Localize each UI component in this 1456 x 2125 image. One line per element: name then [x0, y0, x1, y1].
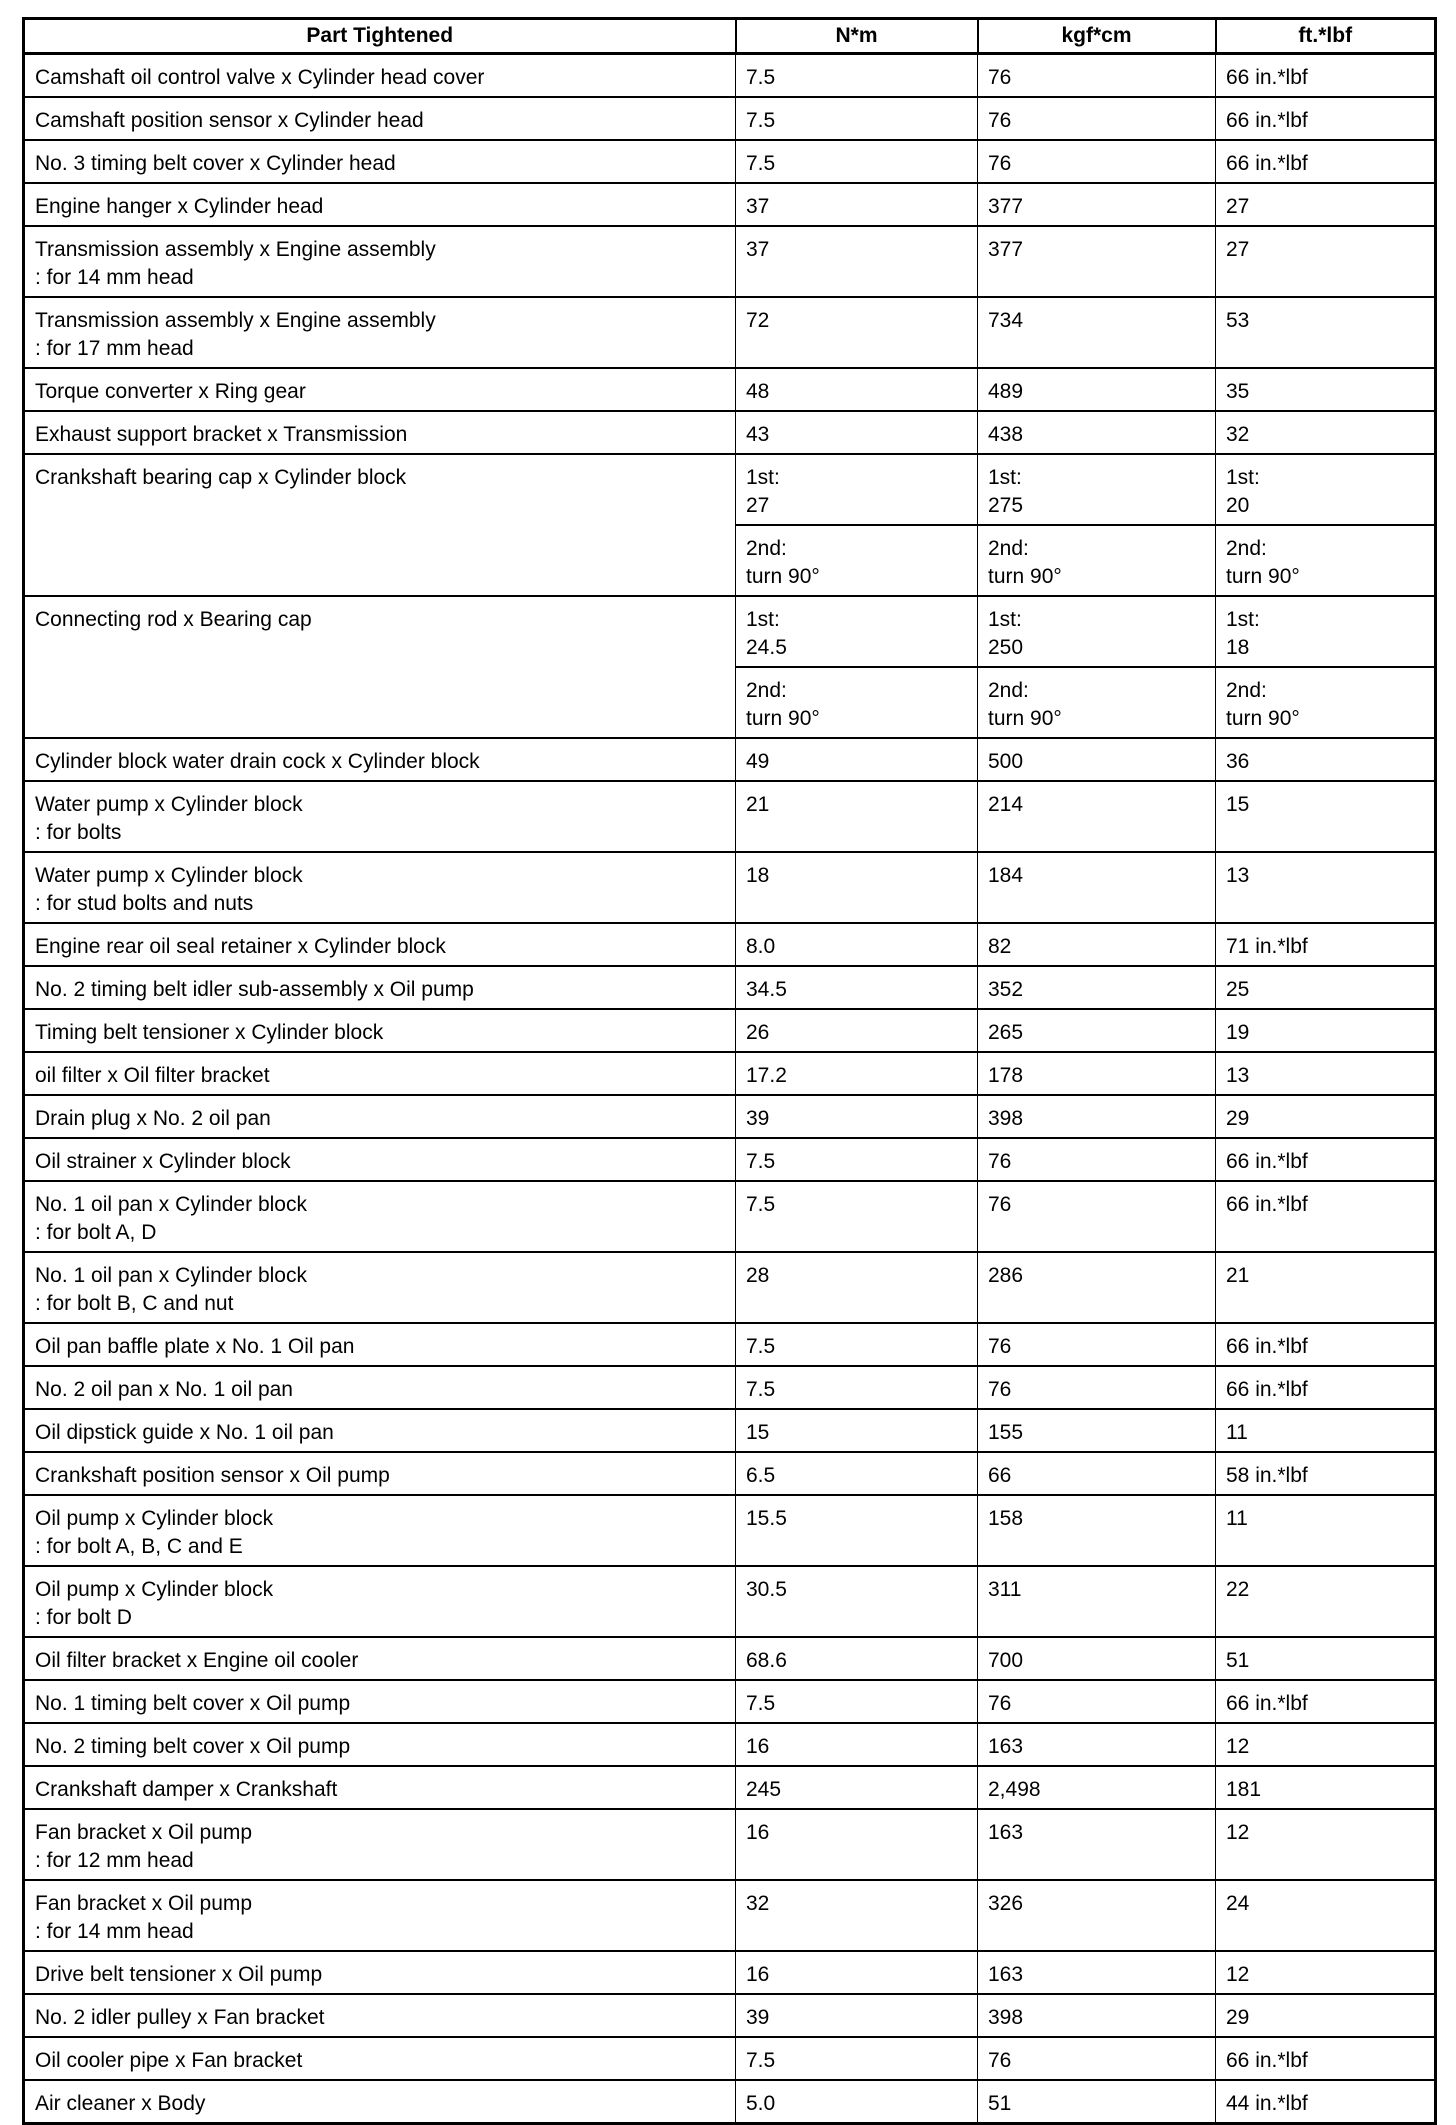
value-kgf-cm: 163	[978, 1951, 1216, 1994]
value-kgf-cm: 377	[978, 183, 1216, 226]
part-tightened-cell: Camshaft oil control valve x Cylinder head cover	[24, 54, 736, 98]
part-tightened-cell: Crankshaft position sensor x Oil pump	[24, 1452, 736, 1495]
table-row	[24, 596, 1436, 667]
value-newton-meter: 5.0	[736, 2080, 978, 2124]
value-newton-meter: 6.5	[736, 1452, 978, 1495]
value-kgf-cm: 500	[978, 738, 1216, 781]
value-newton-meter: 1st: 24.5	[736, 596, 978, 667]
value-ft-lbf: 19	[1216, 1009, 1436, 1052]
value-kgf-cm: 76	[978, 1181, 1216, 1252]
value-ft-lbf: 29	[1216, 1994, 1436, 2037]
value-newton-meter: 30.5	[736, 1566, 978, 1637]
value-ft-lbf: 11	[1216, 1409, 1436, 1452]
table-row	[24, 1766, 1436, 1809]
part-tightened-cell: Cylinder block water drain cock x Cylinder block	[24, 738, 736, 781]
value-newton-meter: 68.6	[736, 1637, 978, 1680]
value-kgf-cm: 311	[978, 1566, 1216, 1637]
table-row	[24, 54, 1436, 98]
value-newton-meter: 28	[736, 1252, 978, 1323]
value-kgf-cm: 2nd: turn 90°	[978, 525, 1216, 596]
part-tightened-cell: Oil pump x Cylinder block : for bolt D	[24, 1566, 736, 1637]
value-kgf-cm: 398	[978, 1095, 1216, 1138]
value-ft-lbf: 66 in.*lbf	[1216, 2037, 1436, 2080]
value-newton-meter: 1st: 27	[736, 454, 978, 525]
table-row	[24, 97, 1436, 140]
value-newton-meter: 8.0	[736, 923, 978, 966]
table-row	[24, 1566, 1436, 1637]
value-newton-meter: 7.5	[736, 1323, 978, 1366]
value-newton-meter: 7.5	[736, 1181, 978, 1252]
part-tightened-cell: Transmission assembly x Engine assembly : for 14 mm head	[24, 226, 736, 297]
value-ft-lbf: 44 in.*lbf	[1216, 2080, 1436, 2124]
value-kgf-cm: 398	[978, 1994, 1216, 2037]
value-ft-lbf: 66 in.*lbf	[1216, 1181, 1436, 1252]
table-row	[24, 852, 1436, 923]
value-ft-lbf: 66 in.*lbf	[1216, 140, 1436, 183]
value-kgf-cm: 326	[978, 1880, 1216, 1951]
value-newton-meter: 16	[736, 1951, 978, 1994]
part-tightened-cell: No. 1 oil pan x Cylinder block : for bolt B, C and nut	[24, 1252, 736, 1323]
table-row	[24, 1880, 1436, 1951]
value-kgf-cm: 76	[978, 97, 1216, 140]
table-row	[24, 1409, 1436, 1452]
value-kgf-cm: 489	[978, 368, 1216, 411]
table-row	[24, 781, 1436, 852]
value-newton-meter: 37	[736, 183, 978, 226]
table-row	[24, 1680, 1436, 1723]
table-row	[24, 966, 1436, 1009]
value-kgf-cm: 158	[978, 1495, 1216, 1566]
value-newton-meter: 72	[736, 297, 978, 368]
value-newton-meter: 16	[736, 1809, 978, 1880]
part-tightened-cell: No. 1 oil pan x Cylinder block : for bolt A, D	[24, 1181, 736, 1252]
value-kgf-cm: 734	[978, 297, 1216, 368]
value-newton-meter: 2nd: turn 90°	[736, 525, 978, 596]
part-tightened-cell: No. 1 timing belt cover x Oil pump	[24, 1680, 736, 1723]
value-newton-meter: 16	[736, 1723, 978, 1766]
value-newton-meter: 245	[736, 1766, 978, 1809]
part-tightened-cell: Oil pump x Cylinder block : for bolt A, B, C and E	[24, 1495, 736, 1566]
value-ft-lbf: 27	[1216, 183, 1436, 226]
value-ft-lbf: 66 in.*lbf	[1216, 1680, 1436, 1723]
value-ft-lbf: 12	[1216, 1951, 1436, 1994]
value-kgf-cm: 163	[978, 1723, 1216, 1766]
value-kgf-cm: 700	[978, 1637, 1216, 1680]
part-tightened-cell: Drain plug x No. 2 oil pan	[24, 1095, 736, 1138]
value-ft-lbf: 13	[1216, 1052, 1436, 1095]
value-ft-lbf: 58 in.*lbf	[1216, 1452, 1436, 1495]
value-newton-meter: 21	[736, 781, 978, 852]
table-row	[24, 1323, 1436, 1366]
table-row	[24, 1637, 1436, 1680]
table-row	[24, 1452, 1436, 1495]
value-kgf-cm: 178	[978, 1052, 1216, 1095]
value-kgf-cm: 438	[978, 411, 1216, 454]
value-newton-meter: 7.5	[736, 2037, 978, 2080]
value-kgf-cm: 184	[978, 852, 1216, 923]
torque-specification-table	[22, 17, 1437, 2125]
part-tightened-cell: Oil cooler pipe x Fan bracket	[24, 2037, 736, 2080]
table-row	[24, 1252, 1436, 1323]
table-row	[24, 1138, 1436, 1181]
table-row	[24, 1009, 1436, 1052]
part-tightened-cell: Exhaust support bracket x Transmission	[24, 411, 736, 454]
value-ft-lbf: 66 in.*lbf	[1216, 54, 1436, 98]
value-kgf-cm: 352	[978, 966, 1216, 1009]
value-ft-lbf: 66 in.*lbf	[1216, 97, 1436, 140]
value-ft-lbf: 21	[1216, 1252, 1436, 1323]
value-newton-meter: 18	[736, 852, 978, 923]
value-newton-meter: 26	[736, 1009, 978, 1052]
value-ft-lbf: 71 in.*lbf	[1216, 923, 1436, 966]
value-kgf-cm: 76	[978, 1138, 1216, 1181]
value-kgf-cm: 76	[978, 2037, 1216, 2080]
value-kgf-cm: 377	[978, 226, 1216, 297]
part-tightened-cell: Oil pan baffle plate x No. 1 Oil pan	[24, 1323, 736, 1366]
part-tightened-cell: Crankshaft bearing cap x Cylinder block	[24, 454, 736, 596]
value-newton-meter: 7.5	[736, 97, 978, 140]
header-row	[24, 19, 1436, 54]
value-newton-meter: 7.5	[736, 54, 978, 98]
value-ft-lbf: 66 in.*lbf	[1216, 1366, 1436, 1409]
part-tightened-cell: Engine hanger x Cylinder head	[24, 183, 736, 226]
value-ft-lbf: 1st: 20	[1216, 454, 1436, 525]
part-tightened-cell: Oil filter bracket x Engine oil cooler	[24, 1637, 736, 1680]
value-ft-lbf: 2nd: turn 90°	[1216, 525, 1436, 596]
part-tightened-cell: Water pump x Cylinder block : for bolts	[24, 781, 736, 852]
header-kgf-cm: kgf*cm	[978, 19, 1216, 54]
part-tightened-cell: Torque converter x Ring gear	[24, 368, 736, 411]
value-kgf-cm: 51	[978, 2080, 1216, 2124]
value-kgf-cm: 1st: 275	[978, 454, 1216, 525]
value-ft-lbf: 12	[1216, 1809, 1436, 1880]
table-body	[24, 54, 1436, 2124]
table-row	[24, 738, 1436, 781]
value-ft-lbf: 181	[1216, 1766, 1436, 1809]
value-ft-lbf: 15	[1216, 781, 1436, 852]
table-row	[24, 2080, 1436, 2124]
part-tightened-cell: Oil dipstick guide x No. 1 oil pan	[24, 1409, 736, 1452]
table-row	[24, 1994, 1436, 2037]
table-row	[24, 1809, 1436, 1880]
part-tightened-cell: Transmission assembly x Engine assembly : for 17 mm head	[24, 297, 736, 368]
value-newton-meter: 43	[736, 411, 978, 454]
value-ft-lbf: 53	[1216, 297, 1436, 368]
part-tightened-cell: Connecting rod x Bearing cap	[24, 596, 736, 738]
table-row	[24, 2037, 1436, 2080]
value-ft-lbf: 66 in.*lbf	[1216, 1138, 1436, 1181]
value-ft-lbf: 22	[1216, 1566, 1436, 1637]
value-newton-meter: 39	[736, 1994, 978, 2037]
value-kgf-cm: 265	[978, 1009, 1216, 1052]
part-tightened-cell: Timing belt tensioner x Cylinder block	[24, 1009, 736, 1052]
value-ft-lbf: 24	[1216, 1880, 1436, 1951]
value-kgf-cm: 155	[978, 1409, 1216, 1452]
value-ft-lbf: 25	[1216, 966, 1436, 1009]
value-ft-lbf: 36	[1216, 738, 1436, 781]
value-ft-lbf: 12	[1216, 1723, 1436, 1766]
table-row	[24, 183, 1436, 226]
value-ft-lbf: 2nd: turn 90°	[1216, 667, 1436, 738]
table-row	[24, 1951, 1436, 1994]
value-newton-meter: 39	[736, 1095, 978, 1138]
table-row	[24, 1495, 1436, 1566]
value-kgf-cm: 1st: 250	[978, 596, 1216, 667]
part-tightened-cell: No. 3 timing belt cover x Cylinder head	[24, 140, 736, 183]
value-newton-meter: 15.5	[736, 1495, 978, 1566]
value-ft-lbf: 13	[1216, 852, 1436, 923]
table-row	[24, 140, 1436, 183]
value-kgf-cm: 76	[978, 1323, 1216, 1366]
value-ft-lbf: 32	[1216, 411, 1436, 454]
part-tightened-cell: Oil strainer x Cylinder block	[24, 1138, 736, 1181]
part-tightened-cell: Air cleaner x Body	[24, 2080, 736, 2124]
value-newton-meter: 34.5	[736, 966, 978, 1009]
value-newton-meter: 7.5	[736, 1138, 978, 1181]
value-ft-lbf: 51	[1216, 1637, 1436, 1680]
table-row	[24, 923, 1436, 966]
value-newton-meter: 2nd: turn 90°	[736, 667, 978, 738]
header-newton-meter: N*m	[736, 19, 978, 54]
part-tightened-cell: Fan bracket x Oil pump : for 14 mm head	[24, 1880, 736, 1951]
value-ft-lbf: 66 in.*lbf	[1216, 1323, 1436, 1366]
part-tightened-cell: Water pump x Cylinder block : for stud bolts and nuts	[24, 852, 736, 923]
part-tightened-cell: Fan bracket x Oil pump : for 12 mm head	[24, 1809, 736, 1880]
part-tightened-cell: Camshaft position sensor x Cylinder head	[24, 97, 736, 140]
table-row	[24, 368, 1436, 411]
value-kgf-cm: 76	[978, 1680, 1216, 1723]
value-kgf-cm: 76	[978, 140, 1216, 183]
value-kgf-cm: 82	[978, 923, 1216, 966]
value-newton-meter: 37	[736, 226, 978, 297]
part-tightened-cell: No. 2 timing belt cover x Oil pump	[24, 1723, 736, 1766]
part-tightened-cell: oil filter x Oil filter bracket	[24, 1052, 736, 1095]
part-tightened-cell: Drive belt tensioner x Oil pump	[24, 1951, 736, 1994]
value-ft-lbf: 27	[1216, 226, 1436, 297]
value-newton-meter: 48	[736, 368, 978, 411]
value-kgf-cm: 66	[978, 1452, 1216, 1495]
value-newton-meter: 15	[736, 1409, 978, 1452]
table-row	[24, 411, 1436, 454]
table-row	[24, 1181, 1436, 1252]
part-tightened-cell: Engine rear oil seal retainer x Cylinder block	[24, 923, 736, 966]
table-row	[24, 1723, 1436, 1766]
value-newton-meter: 7.5	[736, 1680, 978, 1723]
value-kgf-cm: 214	[978, 781, 1216, 852]
table-row	[24, 226, 1436, 297]
value-newton-meter: 49	[736, 738, 978, 781]
value-ft-lbf: 1st: 18	[1216, 596, 1436, 667]
value-kgf-cm: 2nd: turn 90°	[978, 667, 1216, 738]
value-newton-meter: 7.5	[736, 140, 978, 183]
header-ft-lbf: ft.*lbf	[1216, 19, 1436, 54]
value-newton-meter: 7.5	[736, 1366, 978, 1409]
part-tightened-cell: No. 2 oil pan x No. 1 oil pan	[24, 1366, 736, 1409]
value-newton-meter: 17.2	[736, 1052, 978, 1095]
header-part-tightened: Part Tightened	[24, 19, 736, 54]
table-row	[24, 1052, 1436, 1095]
value-kgf-cm: 163	[978, 1809, 1216, 1880]
value-newton-meter: 32	[736, 1880, 978, 1951]
value-ft-lbf: 11	[1216, 1495, 1436, 1566]
table-row	[24, 454, 1436, 525]
table-row	[24, 1366, 1436, 1409]
table-row	[24, 297, 1436, 368]
value-kgf-cm: 2,498	[978, 1766, 1216, 1809]
value-kgf-cm: 286	[978, 1252, 1216, 1323]
value-ft-lbf: 35	[1216, 368, 1436, 411]
value-kgf-cm: 76	[978, 1366, 1216, 1409]
part-tightened-cell: No. 2 idler pulley x Fan bracket	[24, 1994, 736, 2037]
part-tightened-cell: Crankshaft damper x Crankshaft	[24, 1766, 736, 1809]
table-row	[24, 1095, 1436, 1138]
value-kgf-cm: 76	[978, 54, 1216, 98]
part-tightened-cell: No. 2 timing belt idler sub-assembly x Oil pump	[24, 966, 736, 1009]
value-ft-lbf: 29	[1216, 1095, 1436, 1138]
